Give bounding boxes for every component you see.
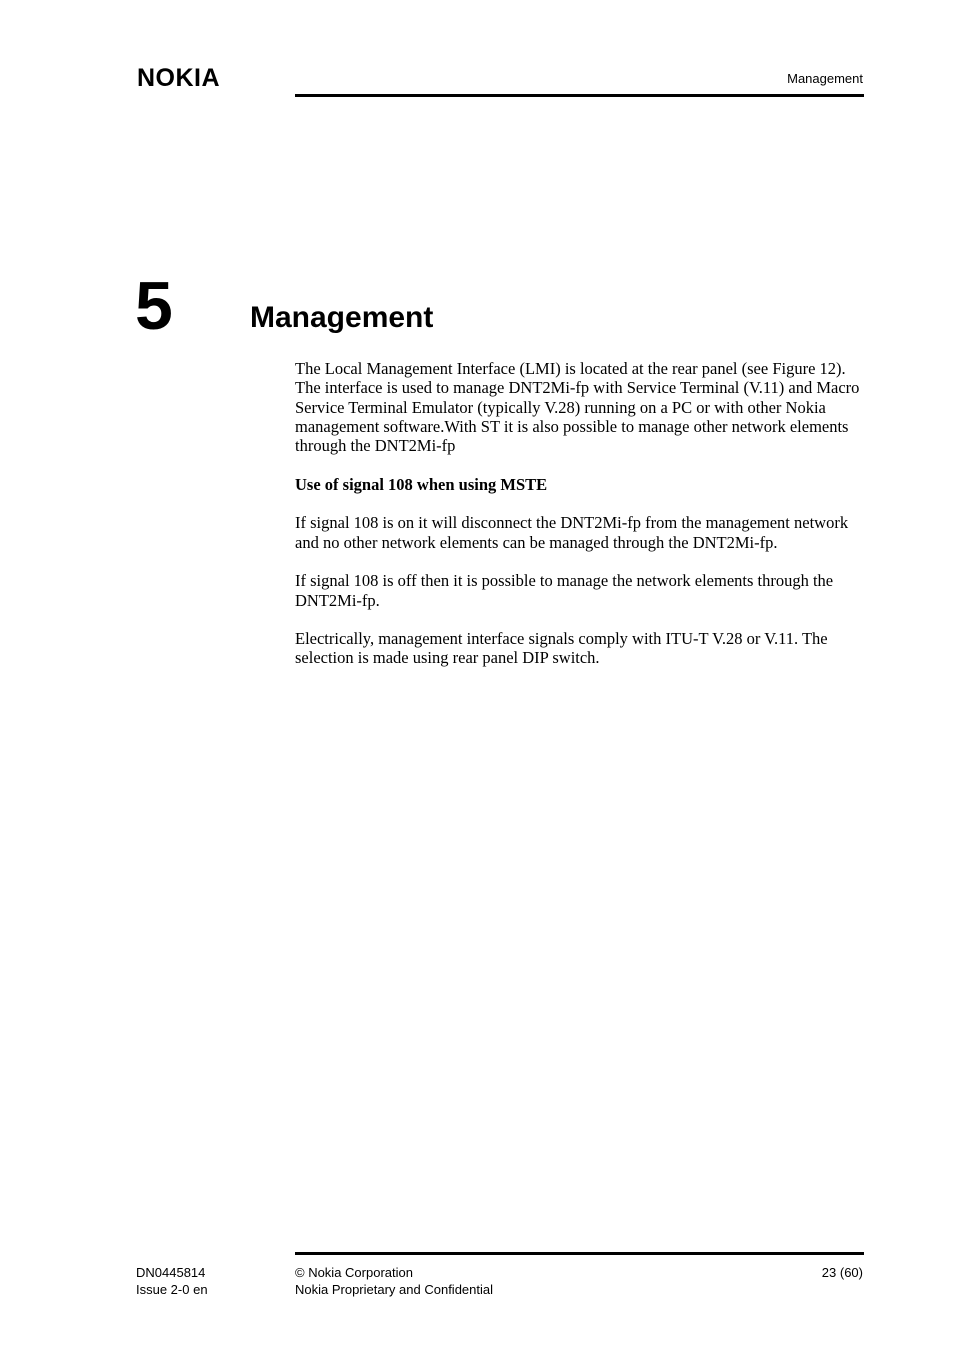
footer-legal (295, 1264, 493, 1298)
footer-document-info (136, 1264, 208, 1298)
paragraph-signal-108-off: If signal 108 is off then it is possible to manage the network elements through the DNT2Mi-fp. (295, 571, 834, 610)
paragraph-lmi-intro: The Local Management Interface (LMI) is located at the rear panel (see Figure 12). The interface is used to manage DNT2Mi-fp with Service Terminal (V.11) and Macro Service Terminal Emulator (typically V.28) running on a PC or with other Nokia management software.With ST it is also possible to manage other network elements through the DNT2Mi-fp (295, 359, 860, 456)
header-rule (295, 94, 864, 97)
footer-page (822, 1264, 863, 1281)
nokia-logo: NOKIA (137, 64, 221, 92)
running-head: Management (787, 71, 863, 86)
subheading-signal-108: Use of signal 108 when using MSTE (295, 474, 548, 494)
copyright: © Nokia Corporation (295, 1265, 413, 1280)
paragraph-signal-108-on: If signal 108 is on it will disconnect the DNT2Mi-fp from the management network and no other network elements can be managed through the DNT2Mi-fp. (295, 513, 849, 552)
confidentiality: Nokia Proprietary and Confidential (295, 1282, 493, 1297)
doc-number: DN0445814 (136, 1265, 206, 1280)
footer-rule (295, 1252, 864, 1255)
issue-number: Issue 2-0 en (136, 1282, 208, 1297)
chapter-number: 5 (135, 268, 173, 344)
body-text (295, 359, 864, 687)
chapter-title: Management (250, 301, 434, 334)
page-number: 23 (60) (821, 1265, 863, 1280)
paragraph-electrical: Electrically, management interface signals comply with ITU-T V.28 or V.11. The selection is made using rear panel DIP switch. (295, 629, 828, 668)
